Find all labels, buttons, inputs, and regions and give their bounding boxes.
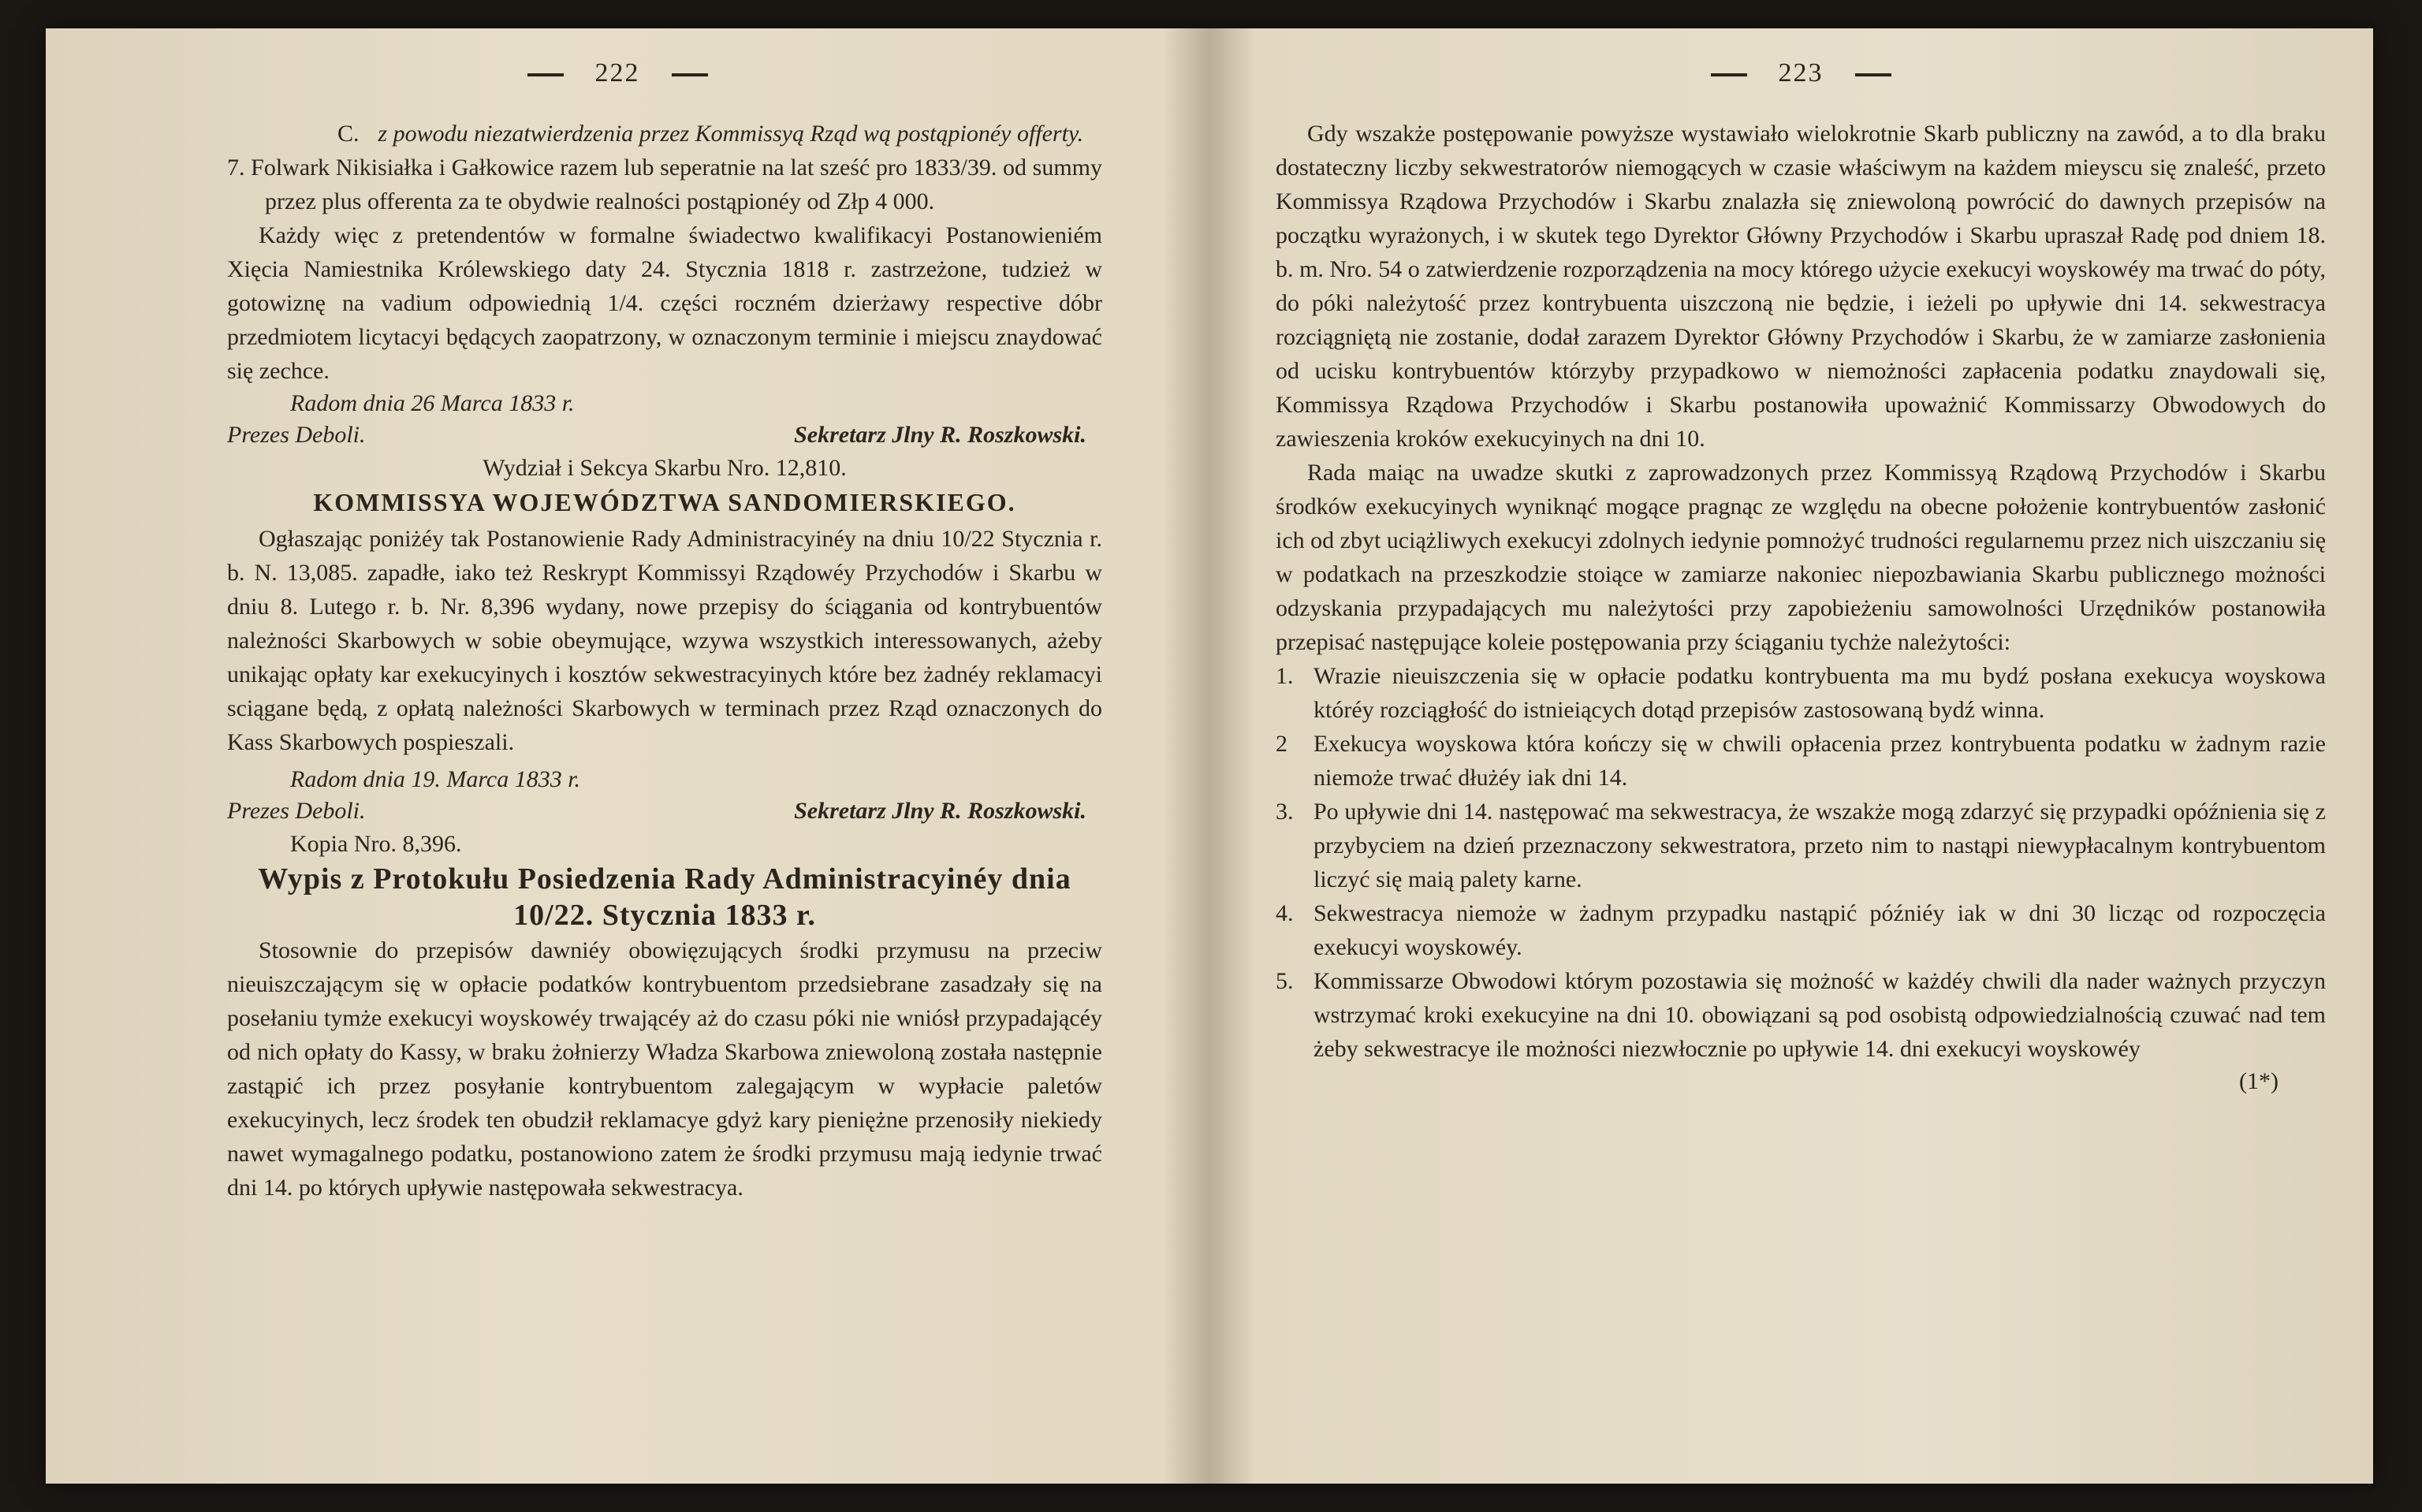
right-text-column (1276, 117, 2326, 1097)
list-item (1276, 896, 2326, 964)
numbered-list (1276, 659, 2326, 1066)
list-item (1276, 964, 2326, 1066)
item-7: 7. Folwark Nikisiałka i Gałkowice razem lub seperatnie na lat sześć pro 1833/39. od summy przez plus offerenta za te obydwie realności postąpionéy od Złp 4 000. (227, 155, 1102, 214)
right-page (1228, 28, 2373, 1484)
paragraph-3-left: Stosownie do przepisów dawniéy obowięzujących środki przymusu na przeciw nieuiszczającym się w opłacie podatków kontrybuentom przedsiebrane zasadzały się na posełaniu tymże exekucyi woyskowéy trwającéy aż do czasu póki nie wniósł przypadającéy od nich opłaty do Kassy, w braku żołnierzy Władza Skarbowa zniewoloną została następnie zastąpić ich przez posyłanie kontrybuentom zalegającym w wypłacie paletów exekucyinych, lecz środek ten obudził reklamacye gdyż kary pieniężne przenosiły niekiedy nawet wymagalnego podatku, postanowiono zatem że środki przymusu mają iedynie trwać dni 14. po których upływie następowała sekwestracya. (227, 937, 1102, 1201)
secretary-2: Sekretarz Jlny R. Roszkowski. (794, 798, 1086, 824)
president-1: Prezes Deboli. (227, 422, 366, 448)
list-item (1276, 795, 2326, 896)
list-item-text: Po upływie dni 14. następować ma sekwestracya, że wszakże mogą zdarzyć się przypadki opóźnienia się z przybyciem na dzień przeznaczony sekwestratora, przeto nim to nastąpi niewypłacalnym kontrybuentom liczyć się maią palety karne. (1313, 799, 2326, 892)
paragraph-1-left: Każdy więc z pretendentów w formalne świadectwo kwalifikacyi Postanowieniém Xięcia Namiestnika Królewskiego daty 24. Stycznia 1818 r. zastrzeżone, tudzież w gotowiznę na vadium odpowiednią 1/4. części roczném dzierżawy respective dóbr przedmiotem licytacyi będących zaopatrzony, w oznaczonym terminie i miejscu znaydować się zechce. (227, 222, 1102, 384)
paragraph-2-right: Rada maiąc na uwadze skutki z zaprowadzonych przez Kommissyą Rządową Przychodów i Skarbu środków exekucyinych wyniknąć mogące pragnąc ze względu na obecne położenie kontrybuentów zasłonić ich od zbyt uciążliwych exekucyi zdolnych iedynie pomnożyć trudności regularnemu przez nich uiszczaniu się w podatkach na przeszkodzie stoiące w zamiarze nakoniec niepozbawiania Skarbu publicznego możności odzyskania przypadających mu należytości przy zapobieżeniu samowolności Urzędników postanowiła przepisać następujące koleie postępowania przy ściąganiu tychże należytości: (1276, 460, 2327, 655)
list-item (1276, 659, 2326, 727)
list-item-text: Exekucya woyskowa która kończy się w chwili opłacenia przez kontrybuenta podatku w żadnym razie niemoże trwać dłużéy iak dni 14. (1313, 731, 2326, 791)
left-text-column (227, 117, 1102, 1205)
paragraph-1-right: Gdy wszakże postępowanie powyższe wystawiało wielokrotnie Skarb publiczny na zawód, a to dla braku dostateczny liczby sekwestratorów niemogących w czasie właściwym na każdem mieyscu się znaleść, przeto Kommissya Rządowa Przychodów i Skarbu znalazła się zniewoloną powrócić do dawnych przepisów na początku wyrażonych, i w skutek tego Dyrektor Główny Przychodów i Skarbu upraszał Radę pod dniem 18. b. m. Nro. 54 o zatwierdzenie rozporządzenia na mocy którego użycie exekucyi woyskowéy ma trwać do póty, do póki należytość przez kontrybuenta uiszczoną nie będzie, i ieżeli po upływie dni 14. sekwestracya rozciągniętą nie zostanie, dodał zarazem Dyrektor Główny Przychodów i Skarbu, że w zamiarze zasłonienia od ucisku kontrybuentów którzyby przypadkowo w niemożności zapłacenia podatku znaydowali się, Kommissya Rządowa Przychodów i Skarbu postanowiła upoważnić Kommissarzy Obwodowych do zawieszenia kroków exekucyinych na dni 10. (1276, 121, 2326, 452)
page-number-right: 223 (1228, 58, 2373, 88)
list-item-text: Wrazie nieuiszczenia się w opłacie podatku kontrybuenta ma mu bydź posłana exekucya woyskowa któréy rozciągłość do istnieiących dotąd przepisów zastosowaną bydź winna. (1313, 663, 2326, 723)
list-item-number: 2 (1276, 731, 1287, 757)
president-2: Prezes Deboli. (227, 798, 366, 824)
section-c-heading: C. z powodu niezatwierdzenia przez Kommissyą Rząd wą postąpionéy offerty. (337, 121, 1084, 147)
list-item-number: 3. (1276, 799, 1294, 825)
list-item-number: 4. (1276, 900, 1294, 926)
signatures-2 (227, 795, 1102, 827)
list-item (1276, 727, 2326, 795)
paragraph-2-left: Ogłaszając poniżéy tak Postanowienie Rady Administracyinéy na dniu 10/22 Stycznia r. b. N. 13,085. zapadłe, iako też Reskrypt Kommissyi Rządowéy Przychodów i Skarbu w dniu 8. Lutego r. b. Nr. 8,396 wydany, nowe przepisy do ściągania od kontrybuentów należności Skarbowych w sobie obeymujące, wzywa wszystkich interessowanych, ażeby unikając opłaty kar exekucyinych i kosztów sekwestracyinych które bez żadnéy reklamacyi sciągane będą, z opłatą należności Skarbowych w terminach przez Rząd oznaczonych do Kass Skarbowych pospieszali. (227, 526, 1102, 755)
commission-heading: KOMMISSYA WOJEWÓDZTWA SANDOMIERSKIEGO. (313, 488, 1016, 516)
signatures-1 (227, 419, 1102, 451)
list-item-number: 5. (1276, 968, 1294, 994)
list-item-number: 1. (1276, 663, 1294, 689)
book-spread (46, 28, 2373, 1484)
wypis-heading: Wypis z Protokułu Posiedzenia Rady Administracyinéy dnia 10/22. Stycznia 1833 r. (258, 862, 1071, 932)
copy-line: Kopia Nro. 8,396. (290, 831, 462, 857)
list-item-text: Kommissarze Obwodowi którym pozostawia się możność w każdéy chwili dla nader ważnych przyczyn wstrzymać kroki exekucyine na dni 10. obowiązani są pod osobistą odpowiedzialnością czuwać nad tem żeby sekwestracye ile możności niezwłocznie po upływie 14. dni exekucyi woyskowéy (1313, 968, 2326, 1062)
page-number-left: 222 (46, 58, 1189, 88)
place-date-1: Radom dnia 26 Marca 1833 r. (290, 390, 575, 416)
secretary-1: Sekretarz Jlny R. Roszkowski. (794, 422, 1086, 448)
list-item-text: Sekwestracya niemoże w żadnym przypadku nastąpić późniéy iak w dni 30 licząc od rozpoczęcia exekucyi woyskowéy. (1313, 900, 2326, 960)
catchword: (1*) (2239, 1068, 2279, 1094)
left-page (46, 28, 1189, 1484)
place-date-2: Radom dnia 19. Marca 1833 r. (290, 766, 581, 792)
department-line: Wydział i Sekcya Skarbu Nro. 12,810. (483, 455, 847, 481)
